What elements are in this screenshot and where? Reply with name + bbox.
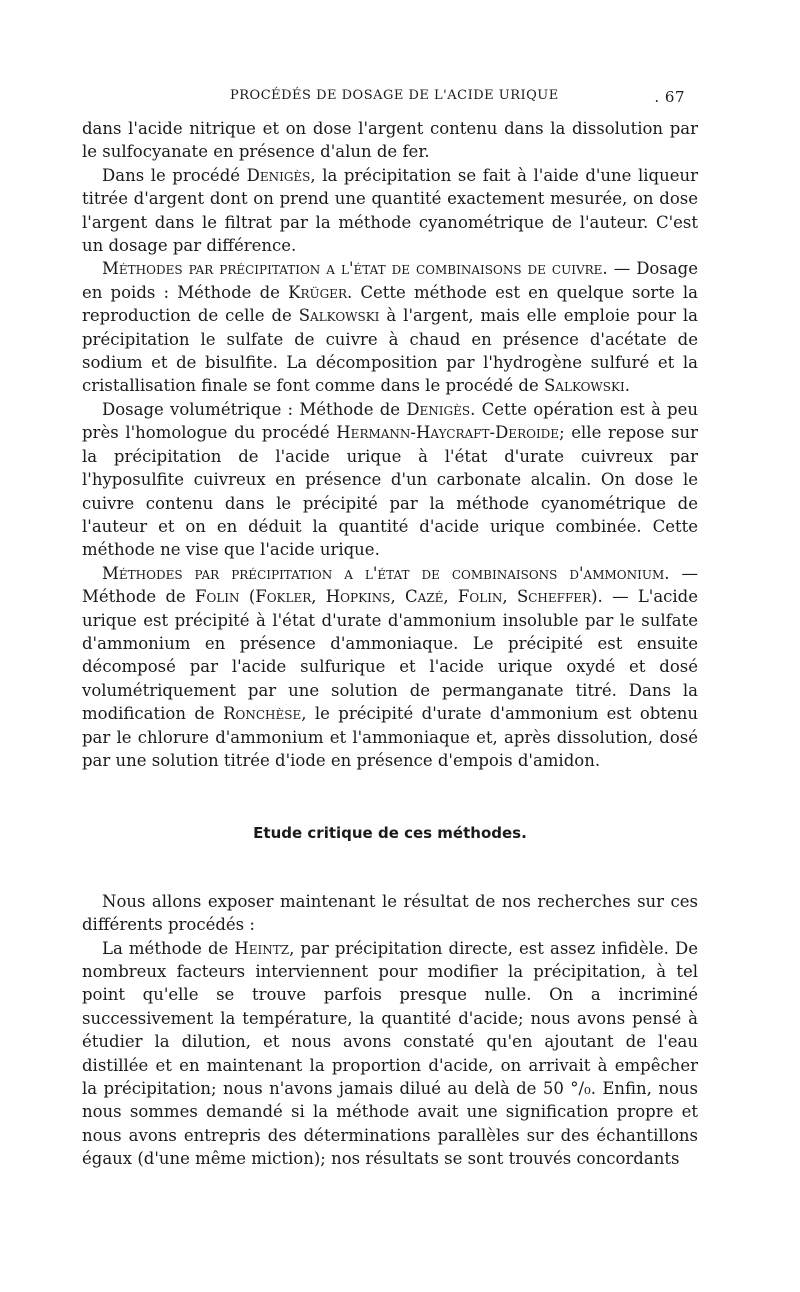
paragraph-volumetric bbox=[82, 398, 698, 562]
text-run: Méthode de bbox=[82, 587, 196, 607]
text-run: ( bbox=[239, 587, 256, 607]
paragraph-heintz bbox=[82, 937, 698, 1171]
page-number: . 67 bbox=[654, 88, 685, 106]
author-name: Folin bbox=[195, 587, 240, 607]
paragraph-intro: Nous allons exposer maintenant le résultat de nos recherches sur ces différents procédés : bbox=[82, 891, 698, 935]
page-body bbox=[82, 117, 698, 1171]
author-name: Ronchèse bbox=[223, 704, 302, 724]
text-run: ). bbox=[591, 587, 603, 607]
section-heading: Etude critique de ces méthodes. bbox=[253, 824, 527, 843]
text-run: — bbox=[607, 259, 637, 279]
text-run: , le précipité d'urate d'ammonium est obtenu par le chlorure d'ammonium et l'ammoniaque et, après dissolution, dosé par une solution titrée d'iode en présence d'empois d'amidon. bbox=[82, 704, 698, 770]
text-run: . bbox=[624, 376, 630, 396]
author-name: Denigès bbox=[246, 165, 311, 185]
text-run: à l'argent, mais elle emploie pour la précipitation le sulfate de cuivre à chaud en présence d'acétate de sodium et de bisulfite. La décomposition par l'hydrogène sulfuré et la cristallisation finale se font comme dans le procédé de bbox=[82, 306, 698, 396]
author-name: Salkowski bbox=[544, 376, 625, 396]
running-title: PROCÉDÉS DE DOSAGE DE L'ACIDE URIQUE bbox=[230, 88, 559, 103]
paragraph-continuation: dans l'acide nitrique et on dose l'argent contenu dans la dissolution par le sulfocyanate en présence d'alun de fer. bbox=[82, 119, 698, 162]
text-run: — bbox=[669, 563, 698, 583]
author-name: Salkowski bbox=[298, 306, 380, 326]
author-name: Hermann-Haycraft-Deroide bbox=[336, 423, 560, 443]
author-name: Denigès bbox=[406, 399, 471, 419]
text-run: Dans le procédé bbox=[102, 165, 247, 185]
running-header bbox=[85, 88, 685, 108]
text-run: . Cette opération est à peu près l'homologue du procédé bbox=[82, 399, 698, 443]
paragraph-deniges bbox=[82, 164, 698, 258]
text-run: — L'acide urique est précipité à l'état d'urate d'ammonium insoluble par le sulfate d'ammonium en présence d'ammoniaque. Le précipité est ensuite décomposé par l'acide sulfurique et l'acide urique oxydé et dosé volumétriquement par une solution de permanganate titré. Dans la modification de bbox=[82, 587, 699, 724]
paragraph-ammonium-methods bbox=[82, 562, 698, 773]
text-run: La méthode de bbox=[102, 938, 235, 958]
author-name: Heintz bbox=[234, 938, 290, 958]
text-run: Dosage en poids : Méthode de bbox=[82, 259, 698, 302]
text-run: ; elle repose sur la précipitation de l'acide urique à l'état d'urate cuivreux par l'hyposulfite cuivreux en présence d'un carbonate alcalin. On dose le cuivre contenu dans le précipité par la méthode cyanométrique de l'auteur et on en déduit la quantité d'acide urique combinée. Cette méthode ne vise que l'acide urique. bbox=[82, 423, 699, 560]
author-name: Krüger bbox=[288, 282, 347, 302]
text-run: , la précipitation se fait à l'aide d'une liqueur titrée d'argent dont on prend une quantité exactement mesurée, on dose l'argent dans le filtrat par la méthode cyanométrique de l'auteur. C'est un dosage par différence. bbox=[82, 165, 699, 256]
paragraph-cuivre-methods bbox=[82, 257, 698, 397]
author-list: Fokler, Hopkins, Cazé, Folin, Scheffer bbox=[255, 587, 592, 607]
text-run: , par précipitation directe, est assez infidèle. De nombreux facteurs interviennent pour modifier la précipitation, à tel point qu'elle se trouve parfois presque nulle. On a incriminé successivement la température, la quantité d'acide; nous avons pensé à étudier la dilution, et nous avons constaté qu'en ajoutant de l'eau distillée et en maintenant la proportion d'acide, on arrivait à empêcher la précipitation; nous n'avons jamais dilué au delà de 50 °/₀. Enfin, nous nous sommes demandé si la méthode avait une signification propre et nous avons entrepris des déterminations parallèles sur des échantillons égaux (d'une même miction); nos résultats se sont trouvés concordants bbox=[82, 938, 698, 1169]
inline-heading-cuivre: Méthodes par précipitation a l'état de combinaisons de cuivre. bbox=[102, 259, 608, 279]
text-run: . Cette méthode est en quelque sorte la reproduction de celle de bbox=[82, 282, 699, 326]
text-run: Dosage volumétrique : Méthode de bbox=[102, 399, 407, 419]
inline-heading-ammonium: Méthodes par précipitation a l'état de combinaisons d'ammonium. bbox=[102, 563, 670, 583]
